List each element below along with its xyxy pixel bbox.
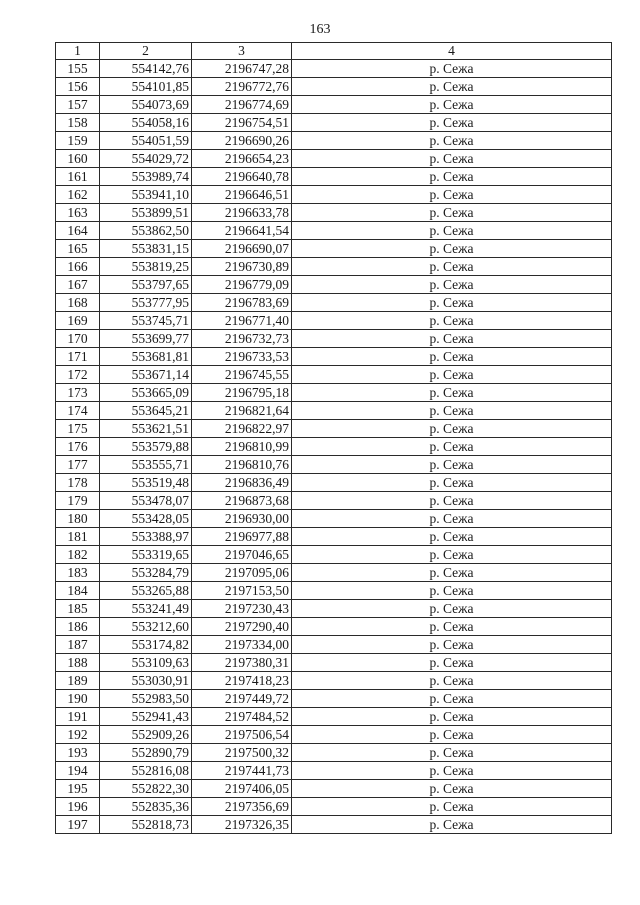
x-coordinate-cell: 553388,97 <box>100 528 192 546</box>
y-coordinate-cell: 2196730,89 <box>192 258 292 276</box>
description-cell: р. Сежа <box>292 600 612 618</box>
table-row <box>56 114 612 132</box>
y-coordinate-cell: 2197356,69 <box>192 798 292 816</box>
description-cell: р. Сежа <box>292 402 612 420</box>
y-coordinate-cell: 2197441,73 <box>192 762 292 780</box>
x-coordinate-cell: 553319,65 <box>100 546 192 564</box>
point-number-cell: 185 <box>56 600 100 618</box>
point-number-cell: 187 <box>56 636 100 654</box>
x-coordinate-cell: 554101,85 <box>100 78 192 96</box>
point-number-cell: 161 <box>56 168 100 186</box>
table-row <box>56 420 612 438</box>
description-cell: р. Сежа <box>292 348 612 366</box>
page-number: 163 <box>309 22 331 37</box>
x-coordinate-cell: 553941,10 <box>100 186 192 204</box>
table-header-row <box>56 43 612 60</box>
point-number-cell: 181 <box>56 528 100 546</box>
x-coordinate-cell: 552941,43 <box>100 708 192 726</box>
y-coordinate-cell: 2196646,51 <box>192 186 292 204</box>
x-coordinate-cell: 553745,71 <box>100 312 192 330</box>
table-row <box>56 204 612 222</box>
description-cell: р. Сежа <box>292 96 612 114</box>
table-row <box>56 438 612 456</box>
x-coordinate-cell: 553428,05 <box>100 510 192 528</box>
point-number-cell: 188 <box>56 654 100 672</box>
description-cell: р. Сежа <box>292 816 612 834</box>
description-cell: р. Сежа <box>292 186 612 204</box>
x-coordinate-cell: 553478,07 <box>100 492 192 510</box>
x-coordinate-cell: 552835,36 <box>100 798 192 816</box>
x-coordinate-cell: 553212,60 <box>100 618 192 636</box>
coordinates-table <box>55 42 612 834</box>
y-coordinate-cell: 2196930,00 <box>192 510 292 528</box>
point-number-cell: 170 <box>56 330 100 348</box>
description-cell: р. Сежа <box>292 312 612 330</box>
table-row <box>56 510 612 528</box>
x-coordinate-cell: 553989,74 <box>100 168 192 186</box>
point-number-cell: 164 <box>56 222 100 240</box>
x-coordinate-cell: 553681,81 <box>100 348 192 366</box>
table-row <box>56 816 612 834</box>
description-cell: р. Сежа <box>292 510 612 528</box>
point-number-cell: 169 <box>56 312 100 330</box>
point-number-cell: 162 <box>56 186 100 204</box>
description-cell: р. Сежа <box>292 330 612 348</box>
point-number-cell: 196 <box>56 798 100 816</box>
table-row <box>56 780 612 798</box>
x-coordinate-cell: 552816,08 <box>100 762 192 780</box>
point-number-cell: 193 <box>56 744 100 762</box>
point-number-cell: 159 <box>56 132 100 150</box>
point-number-cell: 194 <box>56 762 100 780</box>
description-cell: р. Сежа <box>292 780 612 798</box>
description-cell: р. Сежа <box>292 132 612 150</box>
description-cell: р. Сежа <box>292 258 612 276</box>
x-coordinate-cell: 554058,16 <box>100 114 192 132</box>
point-number-cell: 197 <box>56 816 100 834</box>
y-coordinate-cell: 2196783,69 <box>192 294 292 312</box>
x-coordinate-cell: 553777,95 <box>100 294 192 312</box>
x-coordinate-cell: 553241,49 <box>100 600 192 618</box>
description-cell: р. Сежа <box>292 726 612 744</box>
x-coordinate-cell: 553862,50 <box>100 222 192 240</box>
table-row <box>56 708 612 726</box>
y-coordinate-cell: 2196733,53 <box>192 348 292 366</box>
description-cell: р. Сежа <box>292 528 612 546</box>
table-row <box>56 240 612 258</box>
table-row <box>56 654 612 672</box>
table-row <box>56 672 612 690</box>
table-row <box>56 258 612 276</box>
x-coordinate-cell: 553831,15 <box>100 240 192 258</box>
table-row <box>56 312 612 330</box>
column-header-number: 1 <box>56 43 100 60</box>
description-cell: р. Сежа <box>292 384 612 402</box>
description-cell: р. Сежа <box>292 762 612 780</box>
y-coordinate-cell: 2196640,78 <box>192 168 292 186</box>
y-coordinate-cell: 2196732,73 <box>192 330 292 348</box>
point-number-cell: 175 <box>56 420 100 438</box>
point-number-cell: 157 <box>56 96 100 114</box>
table-row <box>56 402 612 420</box>
point-number-cell: 168 <box>56 294 100 312</box>
y-coordinate-cell: 2197380,31 <box>192 654 292 672</box>
table-row <box>56 456 612 474</box>
table-row <box>56 222 612 240</box>
y-coordinate-cell: 2197290,40 <box>192 618 292 636</box>
x-coordinate-cell: 553665,09 <box>100 384 192 402</box>
y-coordinate-cell: 2196690,26 <box>192 132 292 150</box>
description-cell: р. Сежа <box>292 474 612 492</box>
x-coordinate-cell: 553671,14 <box>100 366 192 384</box>
x-coordinate-cell: 552983,50 <box>100 690 192 708</box>
description-cell: р. Сежа <box>292 60 612 78</box>
x-coordinate-cell: 553899,51 <box>100 204 192 222</box>
x-coordinate-cell: 553519,48 <box>100 474 192 492</box>
table-row <box>56 492 612 510</box>
y-coordinate-cell: 2196641,54 <box>192 222 292 240</box>
y-coordinate-cell: 2197230,43 <box>192 600 292 618</box>
point-number-cell: 166 <box>56 258 100 276</box>
column-header-x: 2 <box>100 43 192 60</box>
y-coordinate-cell: 2197334,00 <box>192 636 292 654</box>
y-coordinate-cell: 2197095,06 <box>192 564 292 582</box>
y-coordinate-cell: 2196836,49 <box>192 474 292 492</box>
x-coordinate-cell: 552890,79 <box>100 744 192 762</box>
description-cell: р. Сежа <box>292 168 612 186</box>
description-cell: р. Сежа <box>292 276 612 294</box>
x-coordinate-cell: 552818,73 <box>100 816 192 834</box>
x-coordinate-cell: 553819,25 <box>100 258 192 276</box>
y-coordinate-cell: 2196747,28 <box>192 60 292 78</box>
point-number-cell: 165 <box>56 240 100 258</box>
y-coordinate-cell: 2197046,65 <box>192 546 292 564</box>
table-row <box>56 384 612 402</box>
table-row <box>56 726 612 744</box>
y-coordinate-cell: 2196745,55 <box>192 366 292 384</box>
table-row <box>56 528 612 546</box>
table-row <box>56 690 612 708</box>
table-row <box>56 330 612 348</box>
column-header-y: 3 <box>192 43 292 60</box>
table-row <box>56 132 612 150</box>
x-coordinate-cell: 553579,88 <box>100 438 192 456</box>
y-coordinate-cell: 2197506,54 <box>192 726 292 744</box>
table-row <box>56 294 612 312</box>
description-cell: р. Сежа <box>292 798 612 816</box>
description-cell: р. Сежа <box>292 204 612 222</box>
description-cell: р. Сежа <box>292 438 612 456</box>
point-number-cell: 174 <box>56 402 100 420</box>
y-coordinate-cell: 2196977,88 <box>192 528 292 546</box>
y-coordinate-cell: 2196754,51 <box>192 114 292 132</box>
description-cell: р. Сежа <box>292 672 612 690</box>
x-coordinate-cell: 553555,71 <box>100 456 192 474</box>
y-coordinate-cell: 2197153,50 <box>192 582 292 600</box>
y-coordinate-cell: 2197449,72 <box>192 690 292 708</box>
description-cell: р. Сежа <box>292 366 612 384</box>
table-row <box>56 564 612 582</box>
table-row <box>56 60 612 78</box>
point-number-cell: 178 <box>56 474 100 492</box>
y-coordinate-cell: 2197326,35 <box>192 816 292 834</box>
point-number-cell: 189 <box>56 672 100 690</box>
y-coordinate-cell: 2196821,64 <box>192 402 292 420</box>
table-body <box>56 60 612 834</box>
y-coordinate-cell: 2196810,76 <box>192 456 292 474</box>
table-row <box>56 546 612 564</box>
description-cell: р. Сежа <box>292 618 612 636</box>
table-row <box>56 798 612 816</box>
point-number-cell: 195 <box>56 780 100 798</box>
point-number-cell: 179 <box>56 492 100 510</box>
description-cell: р. Сежа <box>292 294 612 312</box>
x-coordinate-cell: 553645,21 <box>100 402 192 420</box>
table-row <box>56 582 612 600</box>
point-number-cell: 156 <box>56 78 100 96</box>
x-coordinate-cell: 553109,63 <box>100 654 192 672</box>
x-coordinate-cell: 552909,26 <box>100 726 192 744</box>
description-cell: р. Сежа <box>292 636 612 654</box>
x-coordinate-cell: 553265,88 <box>100 582 192 600</box>
table-row <box>56 744 612 762</box>
table-row <box>56 636 612 654</box>
x-coordinate-cell: 553174,82 <box>100 636 192 654</box>
point-number-cell: 176 <box>56 438 100 456</box>
x-coordinate-cell: 554051,59 <box>100 132 192 150</box>
point-number-cell: 192 <box>56 726 100 744</box>
y-coordinate-cell: 2196771,40 <box>192 312 292 330</box>
table-row <box>56 276 612 294</box>
description-cell: р. Сежа <box>292 492 612 510</box>
table-row <box>56 78 612 96</box>
table-row <box>56 600 612 618</box>
point-number-cell: 158 <box>56 114 100 132</box>
point-number-cell: 186 <box>56 618 100 636</box>
point-number-cell: 182 <box>56 546 100 564</box>
description-cell: р. Сежа <box>292 546 612 564</box>
table-row <box>56 762 612 780</box>
y-coordinate-cell: 2196633,78 <box>192 204 292 222</box>
description-cell: р. Сежа <box>292 456 612 474</box>
point-number-cell: 183 <box>56 564 100 582</box>
table-row <box>56 96 612 114</box>
description-cell: р. Сежа <box>292 654 612 672</box>
description-cell: р. Сежа <box>292 240 612 258</box>
description-cell: р. Сежа <box>292 708 612 726</box>
point-number-cell: 184 <box>56 582 100 600</box>
description-cell: р. Сежа <box>292 150 612 168</box>
point-number-cell: 173 <box>56 384 100 402</box>
point-number-cell: 167 <box>56 276 100 294</box>
y-coordinate-cell: 2196774,69 <box>192 96 292 114</box>
table-row <box>56 348 612 366</box>
x-coordinate-cell: 552822,30 <box>100 780 192 798</box>
y-coordinate-cell: 2196772,76 <box>192 78 292 96</box>
table-row <box>56 168 612 186</box>
y-coordinate-cell: 2197418,23 <box>192 672 292 690</box>
description-cell: р. Сежа <box>292 114 612 132</box>
point-number-cell: 171 <box>56 348 100 366</box>
point-number-cell: 191 <box>56 708 100 726</box>
y-coordinate-cell: 2196873,68 <box>192 492 292 510</box>
x-coordinate-cell: 553797,65 <box>100 276 192 294</box>
x-coordinate-cell: 553284,79 <box>100 564 192 582</box>
point-number-cell: 180 <box>56 510 100 528</box>
y-coordinate-cell: 2196795,18 <box>192 384 292 402</box>
x-coordinate-cell: 553699,77 <box>100 330 192 348</box>
description-cell: р. Сежа <box>292 564 612 582</box>
point-number-cell: 160 <box>56 150 100 168</box>
x-coordinate-cell: 553030,91 <box>100 672 192 690</box>
description-cell: р. Сежа <box>292 744 612 762</box>
table-row <box>56 150 612 168</box>
point-number-cell: 155 <box>56 60 100 78</box>
y-coordinate-cell: 2197406,05 <box>192 780 292 798</box>
table-row <box>56 186 612 204</box>
y-coordinate-cell: 2197500,32 <box>192 744 292 762</box>
description-cell: р. Сежа <box>292 690 612 708</box>
table-row <box>56 618 612 636</box>
description-cell: р. Сежа <box>292 222 612 240</box>
point-number-cell: 163 <box>56 204 100 222</box>
y-coordinate-cell: 2196690,07 <box>192 240 292 258</box>
y-coordinate-cell: 2196810,99 <box>192 438 292 456</box>
x-coordinate-cell: 554029,72 <box>100 150 192 168</box>
x-coordinate-cell: 554142,76 <box>100 60 192 78</box>
point-number-cell: 177 <box>56 456 100 474</box>
table-row <box>56 366 612 384</box>
point-number-cell: 190 <box>56 690 100 708</box>
table-row <box>56 474 612 492</box>
y-coordinate-cell: 2197484,52 <box>192 708 292 726</box>
description-cell: р. Сежа <box>292 582 612 600</box>
y-coordinate-cell: 2196779,09 <box>192 276 292 294</box>
column-header-description: 4 <box>292 43 612 60</box>
y-coordinate-cell: 2196654,23 <box>192 150 292 168</box>
description-cell: р. Сежа <box>292 420 612 438</box>
description-cell: р. Сежа <box>292 78 612 96</box>
x-coordinate-cell: 554073,69 <box>100 96 192 114</box>
x-coordinate-cell: 553621,51 <box>100 420 192 438</box>
point-number-cell: 172 <box>56 366 100 384</box>
y-coordinate-cell: 2196822,97 <box>192 420 292 438</box>
